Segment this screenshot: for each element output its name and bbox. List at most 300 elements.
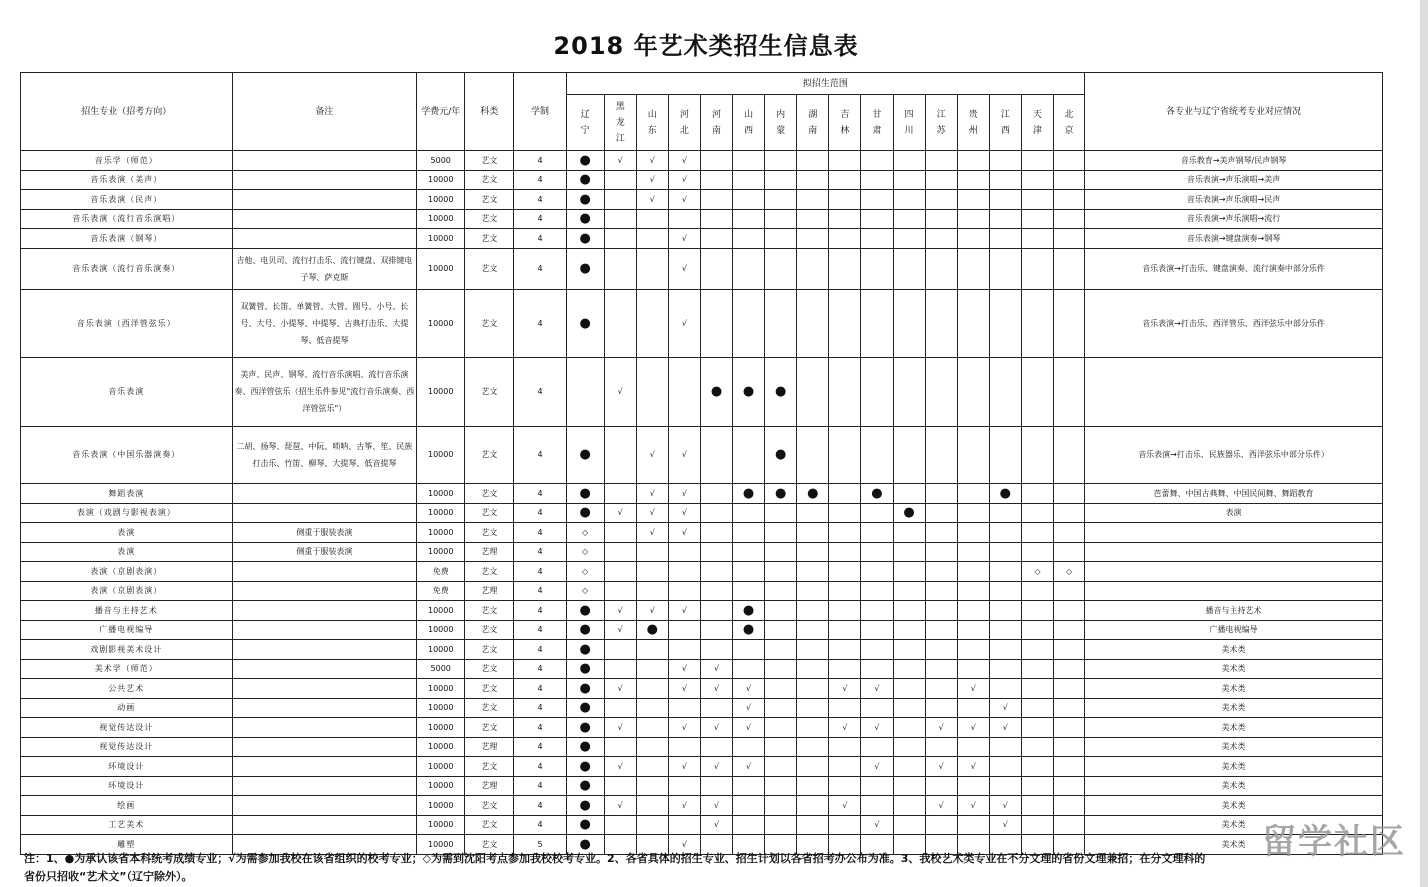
category-cell: 艺文 [465,503,514,523]
mark-cell [1021,640,1053,660]
table-row [21,484,1383,504]
mark-cell: ● [566,484,604,504]
fee-cell: 10000 [417,835,465,855]
mark-cell [668,562,700,582]
mark-cell: √ [829,718,861,738]
mark-cell: ● [566,151,604,171]
header-range: 拟招生范围 [566,73,1085,95]
relation-cell: 音乐表演→声乐演唱→美声 [1085,170,1383,190]
relation-cell [1085,581,1383,601]
header-fee: 学费元/年 [417,73,465,151]
mark-cell [733,562,765,582]
relation-cell: 音乐表演→打击乐、键盘演奏、流行演奏中部分乐件 [1085,248,1383,289]
mark-cell: √ [604,679,636,699]
mark-cell [700,620,732,640]
category-cell: 艺文 [465,640,514,660]
mark-cell: ● [566,679,604,699]
mark-cell [1021,248,1053,289]
fee-cell: 10000 [417,815,465,835]
fee-cell: 免费 [417,562,465,582]
relation-cell: 美术类 [1085,718,1383,738]
remark-cell [232,581,417,601]
mark-cell: √ [636,484,668,504]
fee-cell: 10000 [417,718,465,738]
header-major: 招生专业（招考方向） [21,73,233,151]
mark-cell [636,776,668,796]
mark-cell [861,503,893,523]
mark-cell [636,815,668,835]
table-row [21,776,1383,796]
mark-cell [797,796,829,816]
mark-cell [1053,815,1084,835]
fee-cell: 10000 [417,289,465,357]
mark-cell [957,151,989,171]
header-province: 贵州 [957,95,989,151]
mark-cell [925,601,957,621]
remark-cell [232,229,417,249]
mark-cell [733,151,765,171]
mark-cell [989,289,1021,357]
major-cell: 视觉传达设计 [21,718,233,738]
mark-cell: √ [636,190,668,210]
category-cell: 艺理 [465,542,514,562]
duration-cell: 4 [514,289,566,357]
mark-cell [829,151,861,171]
relation-cell: 音乐教育→美声钢琴/民声钢琴 [1085,151,1383,171]
mark-cell [765,737,797,757]
mark-cell: √ [604,757,636,777]
mark-cell [957,503,989,523]
fee-cell: 10000 [417,190,465,210]
mark-cell [1053,601,1084,621]
mark-cell [797,640,829,660]
mark-cell: √ [861,757,893,777]
header-province: 湖南 [797,95,829,151]
mark-cell [668,815,700,835]
header-province: 辽宁 [566,95,604,151]
category-cell: 艺文 [465,562,514,582]
mark-cell [700,248,732,289]
duration-cell: 4 [514,737,566,757]
mark-cell [893,190,925,210]
mark-cell [1053,484,1084,504]
mark-cell: ● [566,796,604,816]
relation-cell: 美术类 [1085,796,1383,816]
mark-cell: √ [700,815,732,835]
fee-cell: 10000 [417,209,465,229]
mark-cell [765,248,797,289]
duration-cell: 4 [514,229,566,249]
mark-cell [925,229,957,249]
mark-cell [733,503,765,523]
mark-cell [957,190,989,210]
mark-cell: ● [765,358,797,426]
mark-cell: √ [957,757,989,777]
fee-cell: 10000 [417,698,465,718]
mark-cell [1053,190,1084,210]
mark-cell [1021,151,1053,171]
mark-cell: √ [957,679,989,699]
mark-cell [861,248,893,289]
duration-cell: 4 [514,776,566,796]
mark-cell: ◇ [566,562,604,582]
mark-cell [893,640,925,660]
mark-cell: √ [668,248,700,289]
table-row [21,698,1383,718]
mark-cell: ◇ [566,542,604,562]
relation-cell: 表演 [1085,503,1383,523]
mark-cell [668,209,700,229]
mark-cell [957,737,989,757]
duration-cell: 4 [514,659,566,679]
mark-cell [893,776,925,796]
fee-cell: 10000 [417,737,465,757]
major-cell: 动画 [21,698,233,718]
mark-cell [765,815,797,835]
mark-cell [925,289,957,357]
category-cell: 艺文 [465,757,514,777]
mark-cell: √ [636,151,668,171]
header-province: 河南 [700,95,732,151]
relation-cell: 美术类 [1085,659,1383,679]
table-row [21,620,1383,640]
duration-cell: 4 [514,426,566,483]
mark-cell [733,796,765,816]
mark-cell [829,248,861,289]
mark-cell [636,229,668,249]
mark-cell [1053,151,1084,171]
mark-cell [957,426,989,483]
relation-cell [1085,562,1383,582]
mark-cell [893,248,925,289]
mark-cell [861,659,893,679]
fee-cell: 10000 [417,248,465,289]
remark-cell: 侧重于服装表演 [232,542,417,562]
mark-cell: √ [604,601,636,621]
mark-cell [765,229,797,249]
mark-cell: √ [829,796,861,816]
mark-cell [893,289,925,357]
fee-cell: 10000 [417,757,465,777]
mark-cell: ● [566,835,604,855]
mark-cell [893,620,925,640]
mark-cell [893,679,925,699]
mark-cell: √ [733,679,765,699]
watermark-logo: 留学社区 [1262,822,1406,862]
mark-cell [765,562,797,582]
mark-cell [893,815,925,835]
mark-cell [733,542,765,562]
mark-cell [1021,737,1053,757]
table-row [21,562,1383,582]
table-body [21,151,1383,855]
mark-cell [989,523,1021,543]
mark-cell: ● [989,484,1021,504]
major-cell: 环境设计 [21,776,233,796]
table-row [21,757,1383,777]
mark-cell [829,757,861,777]
table-row [21,523,1383,543]
mark-cell: √ [668,679,700,699]
mark-cell [733,248,765,289]
mark-cell: ● [566,718,604,738]
mark-cell: √ [668,229,700,249]
mark-cell [765,209,797,229]
mark-cell: √ [700,757,732,777]
mark-cell [668,581,700,601]
mark-cell [893,757,925,777]
mark-cell: √ [925,718,957,738]
mark-cell [893,358,925,426]
mark-cell: √ [861,718,893,738]
mark-cell [925,426,957,483]
mark-cell [1021,426,1053,483]
fee-cell: 10000 [417,170,465,190]
mark-cell [829,601,861,621]
major-cell: 绘画 [21,796,233,816]
mark-cell [765,640,797,660]
mark-cell [733,581,765,601]
duration-cell: 4 [514,815,566,835]
mark-cell: ● [566,815,604,835]
mark-cell [925,776,957,796]
header-province: 河北 [668,95,700,151]
mark-cell [893,209,925,229]
fee-cell: 10000 [417,640,465,660]
duration-cell: 4 [514,209,566,229]
mark-cell [1021,620,1053,640]
mark-cell [765,659,797,679]
mark-cell [797,659,829,679]
relation-cell: 美术类 [1085,815,1383,835]
mark-cell [1021,698,1053,718]
duration-cell: 4 [514,757,566,777]
mark-cell: ● [765,426,797,483]
mark-cell [1021,358,1053,426]
mark-cell [989,248,1021,289]
mark-cell [700,484,732,504]
major-cell: 表演 [21,542,233,562]
mark-cell [957,209,989,229]
table-row [21,289,1383,357]
footnote-line-1: 注：1、●为承认该省本科统考成绩专业；√为需参加我校在该省组织的校考专业；◇为需到沈阳考点参加我校校考专业。2、各省具体的招生专业、招生计划以各省招考办公布为准。3、我校艺术类专业在不分文理的省份文理兼招；在分文理科的 [24,852,1206,865]
table-row [21,737,1383,757]
mark-cell [925,484,957,504]
mark-cell [797,190,829,210]
mark-cell [636,698,668,718]
mark-cell [925,209,957,229]
mark-cell [1053,523,1084,543]
mark-cell: √ [668,503,700,523]
mark-cell [925,581,957,601]
mark-cell [829,190,861,210]
header-province: 吉林 [829,95,861,151]
mark-cell: ● [797,484,829,504]
mark-cell [1021,289,1053,357]
mark-cell [925,815,957,835]
remark-cell [232,190,417,210]
mark-cell [957,289,989,357]
mark-cell: √ [700,679,732,699]
major-cell: 表演 [21,523,233,543]
category-cell: 艺文 [465,620,514,640]
mark-cell: ● [733,358,765,426]
remark-cell: 美声、民声、钢琴、流行音乐演唱、流行音乐演奏、西洋管弦乐（招生乐件参见"流行音乐演奏、西洋管弦乐"） [232,358,417,426]
admission-table [20,72,1383,855]
mark-cell: ● [700,358,732,426]
mark-cell [957,248,989,289]
mark-cell [797,620,829,640]
mark-cell [700,426,732,483]
remark-cell [232,562,417,582]
mark-cell: √ [604,358,636,426]
mark-cell [765,190,797,210]
remark-cell [232,640,417,660]
mark-cell [989,503,1021,523]
mark-cell: √ [733,718,765,738]
mark-cell [861,523,893,543]
mark-cell [733,815,765,835]
mark-cell [829,640,861,660]
mark-cell: ● [566,190,604,210]
header-province: 江西 [989,95,1021,151]
mark-cell: ● [733,601,765,621]
mark-cell [829,503,861,523]
mark-cell [797,757,829,777]
major-cell: 表演（京剧表演） [21,581,233,601]
major-cell: 公共艺术 [21,679,233,699]
mark-cell [989,562,1021,582]
mark-cell [925,170,957,190]
mark-cell [925,620,957,640]
major-cell: 音乐表演（中国乐器演奏） [21,426,233,483]
mark-cell [668,358,700,426]
mark-cell: √ [636,503,668,523]
mark-cell [861,601,893,621]
mark-cell [636,659,668,679]
mark-cell [829,484,861,504]
duration-cell: 4 [514,620,566,640]
major-cell: 音乐表演（西洋管弦乐） [21,289,233,357]
mark-cell [700,640,732,660]
mark-cell [636,542,668,562]
header-duration: 学制 [514,73,566,151]
mark-cell [957,581,989,601]
mark-cell [1053,620,1084,640]
footnote [24,850,1394,886]
major-cell: 工艺美术 [21,815,233,835]
mark-cell: √ [668,757,700,777]
mark-cell: √ [636,601,668,621]
category-cell: 艺文 [465,170,514,190]
relation-cell: 音乐表演→打击乐、西洋管乐、西洋弦乐中部分乐件 [1085,289,1383,357]
duration-cell: 4 [514,190,566,210]
mark-cell [925,737,957,757]
mark-cell [797,523,829,543]
table-row [21,815,1383,835]
mark-cell: ◇ [566,581,604,601]
mark-cell [1053,659,1084,679]
mark-cell [1053,248,1084,289]
mark-cell [829,620,861,640]
mark-cell [829,289,861,357]
mark-cell [829,523,861,543]
category-cell: 艺文 [465,796,514,816]
remark-cell [232,484,417,504]
mark-cell [989,640,1021,660]
mark-cell [989,776,1021,796]
mark-cell [1021,484,1053,504]
major-cell: 表演（京剧表演） [21,562,233,582]
mark-cell [765,796,797,816]
mark-cell [604,289,636,357]
mark-cell: √ [668,796,700,816]
mark-cell [893,737,925,757]
mark-cell [925,358,957,426]
mark-cell [861,620,893,640]
category-cell: 艺文 [465,523,514,543]
relation-cell: 美术类 [1085,679,1383,699]
mark-cell: √ [636,170,668,190]
header-province: 甘肃 [861,95,893,151]
mark-cell [604,484,636,504]
relation-cell: 美术类 [1085,737,1383,757]
mark-cell: ● [566,757,604,777]
mark-cell [604,426,636,483]
mark-cell [604,659,636,679]
mark-cell [765,620,797,640]
mark-cell: √ [668,523,700,543]
mark-cell [733,426,765,483]
mark-cell [700,698,732,718]
category-cell: 艺文 [465,209,514,229]
mark-cell [925,542,957,562]
remark-cell: 双簧管、长笛、单簧管、大管、圆号、小号、长号、大号、小提琴、中提琴、古典打击乐、大提琴、低音提琴 [232,289,417,357]
mark-cell [1021,679,1053,699]
remark-cell [232,659,417,679]
mark-cell [957,698,989,718]
mark-cell [604,170,636,190]
mark-cell [636,757,668,777]
mark-cell [861,209,893,229]
relation-cell: 美术类 [1085,698,1383,718]
mark-cell: √ [668,151,700,171]
mark-cell [668,698,700,718]
mark-cell [957,562,989,582]
mark-cell [636,737,668,757]
mark-cell [1053,229,1084,249]
category-cell: 艺文 [465,190,514,210]
major-cell: 音乐学（师范） [21,151,233,171]
mark-cell [765,542,797,562]
mark-cell [1021,581,1053,601]
footnote-line-2: 省份只招收“艺术文”（辽宁除外）。 [24,870,193,883]
mark-cell [700,581,732,601]
mark-cell [1053,796,1084,816]
mark-cell [765,601,797,621]
header-relation: 各专业与辽宁省统考专业对应情况 [1085,73,1383,151]
table-row [21,542,1383,562]
mark-cell [604,542,636,562]
remark-cell [232,737,417,757]
mark-cell [925,190,957,210]
fee-cell: 10000 [417,426,465,483]
category-cell: 艺文 [465,659,514,679]
mark-cell [700,151,732,171]
duration-cell: 4 [514,542,566,562]
mark-cell [604,248,636,289]
mark-cell [893,581,925,601]
